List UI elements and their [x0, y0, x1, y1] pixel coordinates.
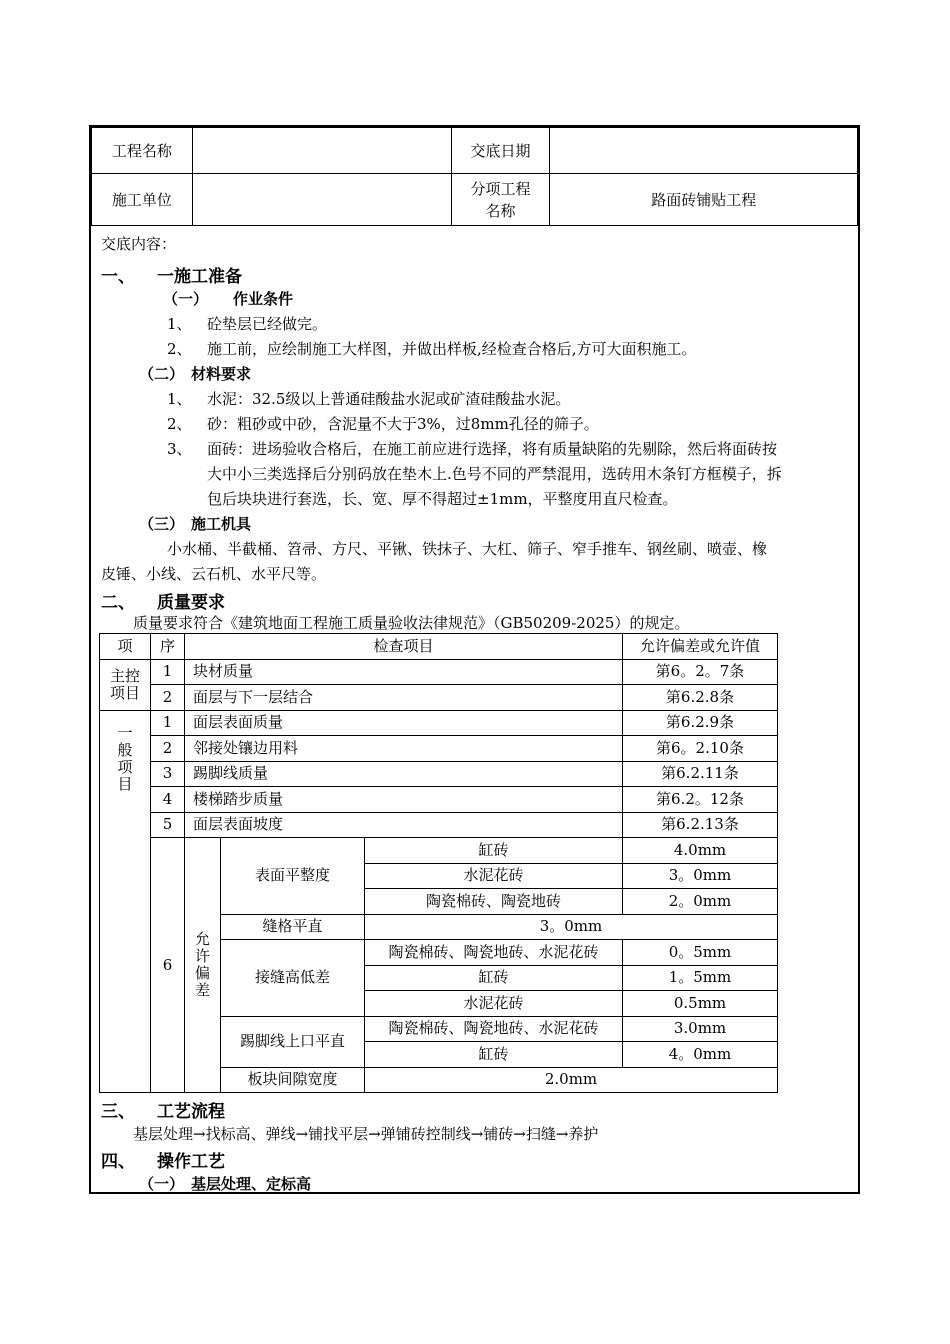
project-name-label: 工程名称 — [92, 128, 193, 174]
main-control-label-line: 项目 — [109, 683, 140, 702]
seq-cell: 2 — [151, 736, 185, 762]
material-cell: 缸砖 — [365, 965, 623, 991]
item-cell: 面层表面质量 — [185, 710, 623, 736]
header-table — [91, 127, 858, 226]
item-cell: 面层表面坡度 — [185, 812, 623, 838]
header-item: 项 — [100, 634, 151, 660]
section-1-title: 一施工准备 — [157, 267, 242, 287]
value-cell: 3。0mm — [623, 863, 778, 889]
value-cell: 第6.2.9条 — [623, 710, 778, 736]
quality-intro: 质量要求符合《建筑地面工程施工质量验收法律规范》（GB50209-2025）的规定。 — [133, 614, 690, 632]
table-row — [100, 736, 778, 762]
skirting-name: 踢脚线上口平直 — [221, 1016, 365, 1067]
item-text-line: 包后块块进行套选，长、宽、厚不得超过±1mm，平整度用直尺检查。 — [207, 490, 678, 508]
section-1-1-title: 作业条件 — [233, 290, 294, 308]
value-cell: 4。0mm — [623, 1042, 778, 1068]
value-cell: 第6。2。7条 — [623, 659, 778, 685]
flatness-name: 表面平整度 — [221, 838, 365, 915]
material-cell: 缸砖 — [365, 1042, 623, 1068]
material-cell: 水泥花砖 — [365, 991, 623, 1017]
item-text: 施工前，应绘制施工大样图，并做出样板,经检查合格后,方可大面积施工。 — [207, 340, 697, 358]
section-4-title: 操作工艺 — [157, 1152, 225, 1172]
general-label — [100, 710, 151, 1093]
material-cell: 陶瓷棉砖、陶瓷地砖、水泥花砖 — [365, 1016, 623, 1042]
tools-text-line: 皮锤、小线、云石机、水平尺等。 — [101, 565, 327, 583]
value-cell: 3.0mm — [623, 1016, 778, 1042]
value-cell: 1。5mm — [623, 965, 778, 991]
general-label-char: 项 — [117, 757, 133, 776]
value-cell: 第6.2.8条 — [623, 685, 778, 711]
general-label-char: 一 — [117, 723, 133, 742]
section-4-number: 四、 — [101, 1152, 135, 1172]
table-row — [100, 710, 778, 736]
sub-project-label-line2: 名称 — [485, 201, 516, 220]
section-4-1-number: （一） — [139, 1175, 185, 1193]
section-1-2-number: （二） — [139, 365, 185, 383]
value-cell: 第6.2.11条 — [623, 761, 778, 787]
item-cell: 块材质量 — [185, 659, 623, 685]
construction-unit-value[interactable] — [192, 174, 451, 226]
table-row — [100, 685, 778, 711]
table-row — [100, 812, 778, 838]
seq-cell: 1 — [151, 710, 185, 736]
section-1-3-number: （三） — [139, 515, 185, 533]
item-cell: 邻接处镶边用料 — [185, 736, 623, 762]
section-1-1-number: （一） — [163, 290, 209, 308]
section-3-number: 三、 — [101, 1102, 135, 1122]
item-number: 1、 — [167, 390, 192, 408]
document-frame — [89, 125, 860, 1194]
process-flow: 基层处理→找标高、弹线→铺找平层→弹铺砖控制线→铺砖→扫缝→养护 — [133, 1125, 599, 1143]
value-cell: 3。0mm — [365, 914, 778, 940]
seq-cell: 1 — [151, 659, 185, 685]
table-row — [100, 787, 778, 813]
value-cell: 2。0mm — [623, 889, 778, 915]
project-name-value[interactable] — [192, 128, 451, 174]
section-3-title: 工艺流程 — [157, 1102, 225, 1122]
item-text: 水泥：32.5级以上普通硅酸盐水泥或矿渣硅酸盐水泥。 — [207, 390, 571, 408]
tolerance-label-char: 偏 — [194, 964, 210, 982]
value-cell: 2.0mm — [365, 1067, 778, 1093]
tolerance-label-char: 许 — [194, 947, 210, 965]
table-row — [100, 838, 778, 864]
material-cell: 陶瓷棉砖、陶瓷地砖、水泥花砖 — [365, 940, 623, 966]
main-control-label-line: 主控 — [109, 666, 140, 685]
seq-cell: 4 — [151, 787, 185, 813]
sub-project-label-line1: 分项工程 — [470, 179, 531, 198]
table-row — [100, 659, 778, 685]
tolerance-label-char: 允 — [194, 930, 210, 948]
item-number: 1、 — [167, 315, 192, 333]
main-control-label — [100, 659, 151, 710]
tools-text-line: 小水桶、半截桶、笤帚、方尺、平锹、铁抹子、大杠、筛子、窄手推车、钢丝刷、喷壶、橡 — [167, 540, 768, 558]
intro-label: 交底内容： — [101, 235, 177, 253]
item-text-line: 大中小三类选择后分别码放在垫木上.色号不同的严禁混用，选砖用木条钉方框模子，拆 — [207, 465, 782, 483]
general-label-char: 般 — [117, 740, 133, 759]
section-1-3-title: 施工机具 — [191, 515, 252, 533]
value-cell: 4.0mm — [623, 838, 778, 864]
quality-table — [99, 633, 778, 1093]
tolerance-label — [185, 838, 221, 1093]
handover-date-value[interactable] — [550, 128, 858, 174]
section-2-title: 质量要求 — [157, 593, 225, 613]
section-2-number: 二、 — [101, 593, 135, 613]
sub-project-value: 路面砖铺贴工程 — [550, 174, 858, 226]
tolerance-label-char: 差 — [194, 981, 210, 999]
header-tolerance: 允许偏差或允许值 — [623, 634, 778, 660]
section-1-number: 一、 — [101, 267, 135, 287]
tolerance-seq: 6 — [151, 838, 185, 1093]
value-cell: 0。5mm — [623, 940, 778, 966]
seam-straight-name: 缝格平直 — [221, 914, 365, 940]
item-number: 3、 — [167, 440, 192, 458]
general-label-char: 目 — [117, 774, 133, 793]
item-cell: 面层与下一层结合 — [185, 685, 623, 711]
header-check: 检查项目 — [185, 634, 623, 660]
item-text: 砂：粗砂或中砂，含泥量不大于3%，过8mm孔径的筛子。 — [207, 415, 599, 433]
section-1-2-title: 材料要求 — [191, 365, 252, 383]
seq-cell: 2 — [151, 685, 185, 711]
header-seq: 序 — [151, 634, 185, 660]
item-cell: 楼梯踏步质量 — [185, 787, 623, 813]
item-number: 2、 — [167, 415, 192, 433]
value-cell: 第6.2.13条 — [623, 812, 778, 838]
item-number: 2、 — [167, 340, 192, 358]
item-cell: 踢脚线质量 — [185, 761, 623, 787]
table-row — [100, 761, 778, 787]
seq-cell: 3 — [151, 761, 185, 787]
value-cell: 第6.2。12条 — [623, 787, 778, 813]
material-cell: 缸砖 — [365, 838, 623, 864]
seq-cell: 5 — [151, 812, 185, 838]
value-cell: 0.5mm — [623, 991, 778, 1017]
item-text-line: 面砖：进场验收合格后，在施工前应进行选择，将有质量缺陷的先剔除，然后将面砖按 — [207, 440, 778, 458]
material-cell: 陶瓷棉砖、陶瓷地砖 — [365, 889, 623, 915]
value-cell: 第6。2.10条 — [623, 736, 778, 762]
material-cell: 水泥花砖 — [365, 863, 623, 889]
handover-date-label: 交底日期 — [451, 128, 550, 174]
section-4-1-title: 基层处理、定标高 — [191, 1175, 312, 1193]
seam-height-name: 接缝高低差 — [221, 940, 365, 1017]
construction-unit-label: 施工单位 — [92, 174, 193, 226]
sub-project-label — [451, 174, 550, 226]
item-text: 砼垫层已经做完。 — [207, 315, 328, 333]
gap-width-name: 板块间隙宽度 — [221, 1067, 365, 1093]
